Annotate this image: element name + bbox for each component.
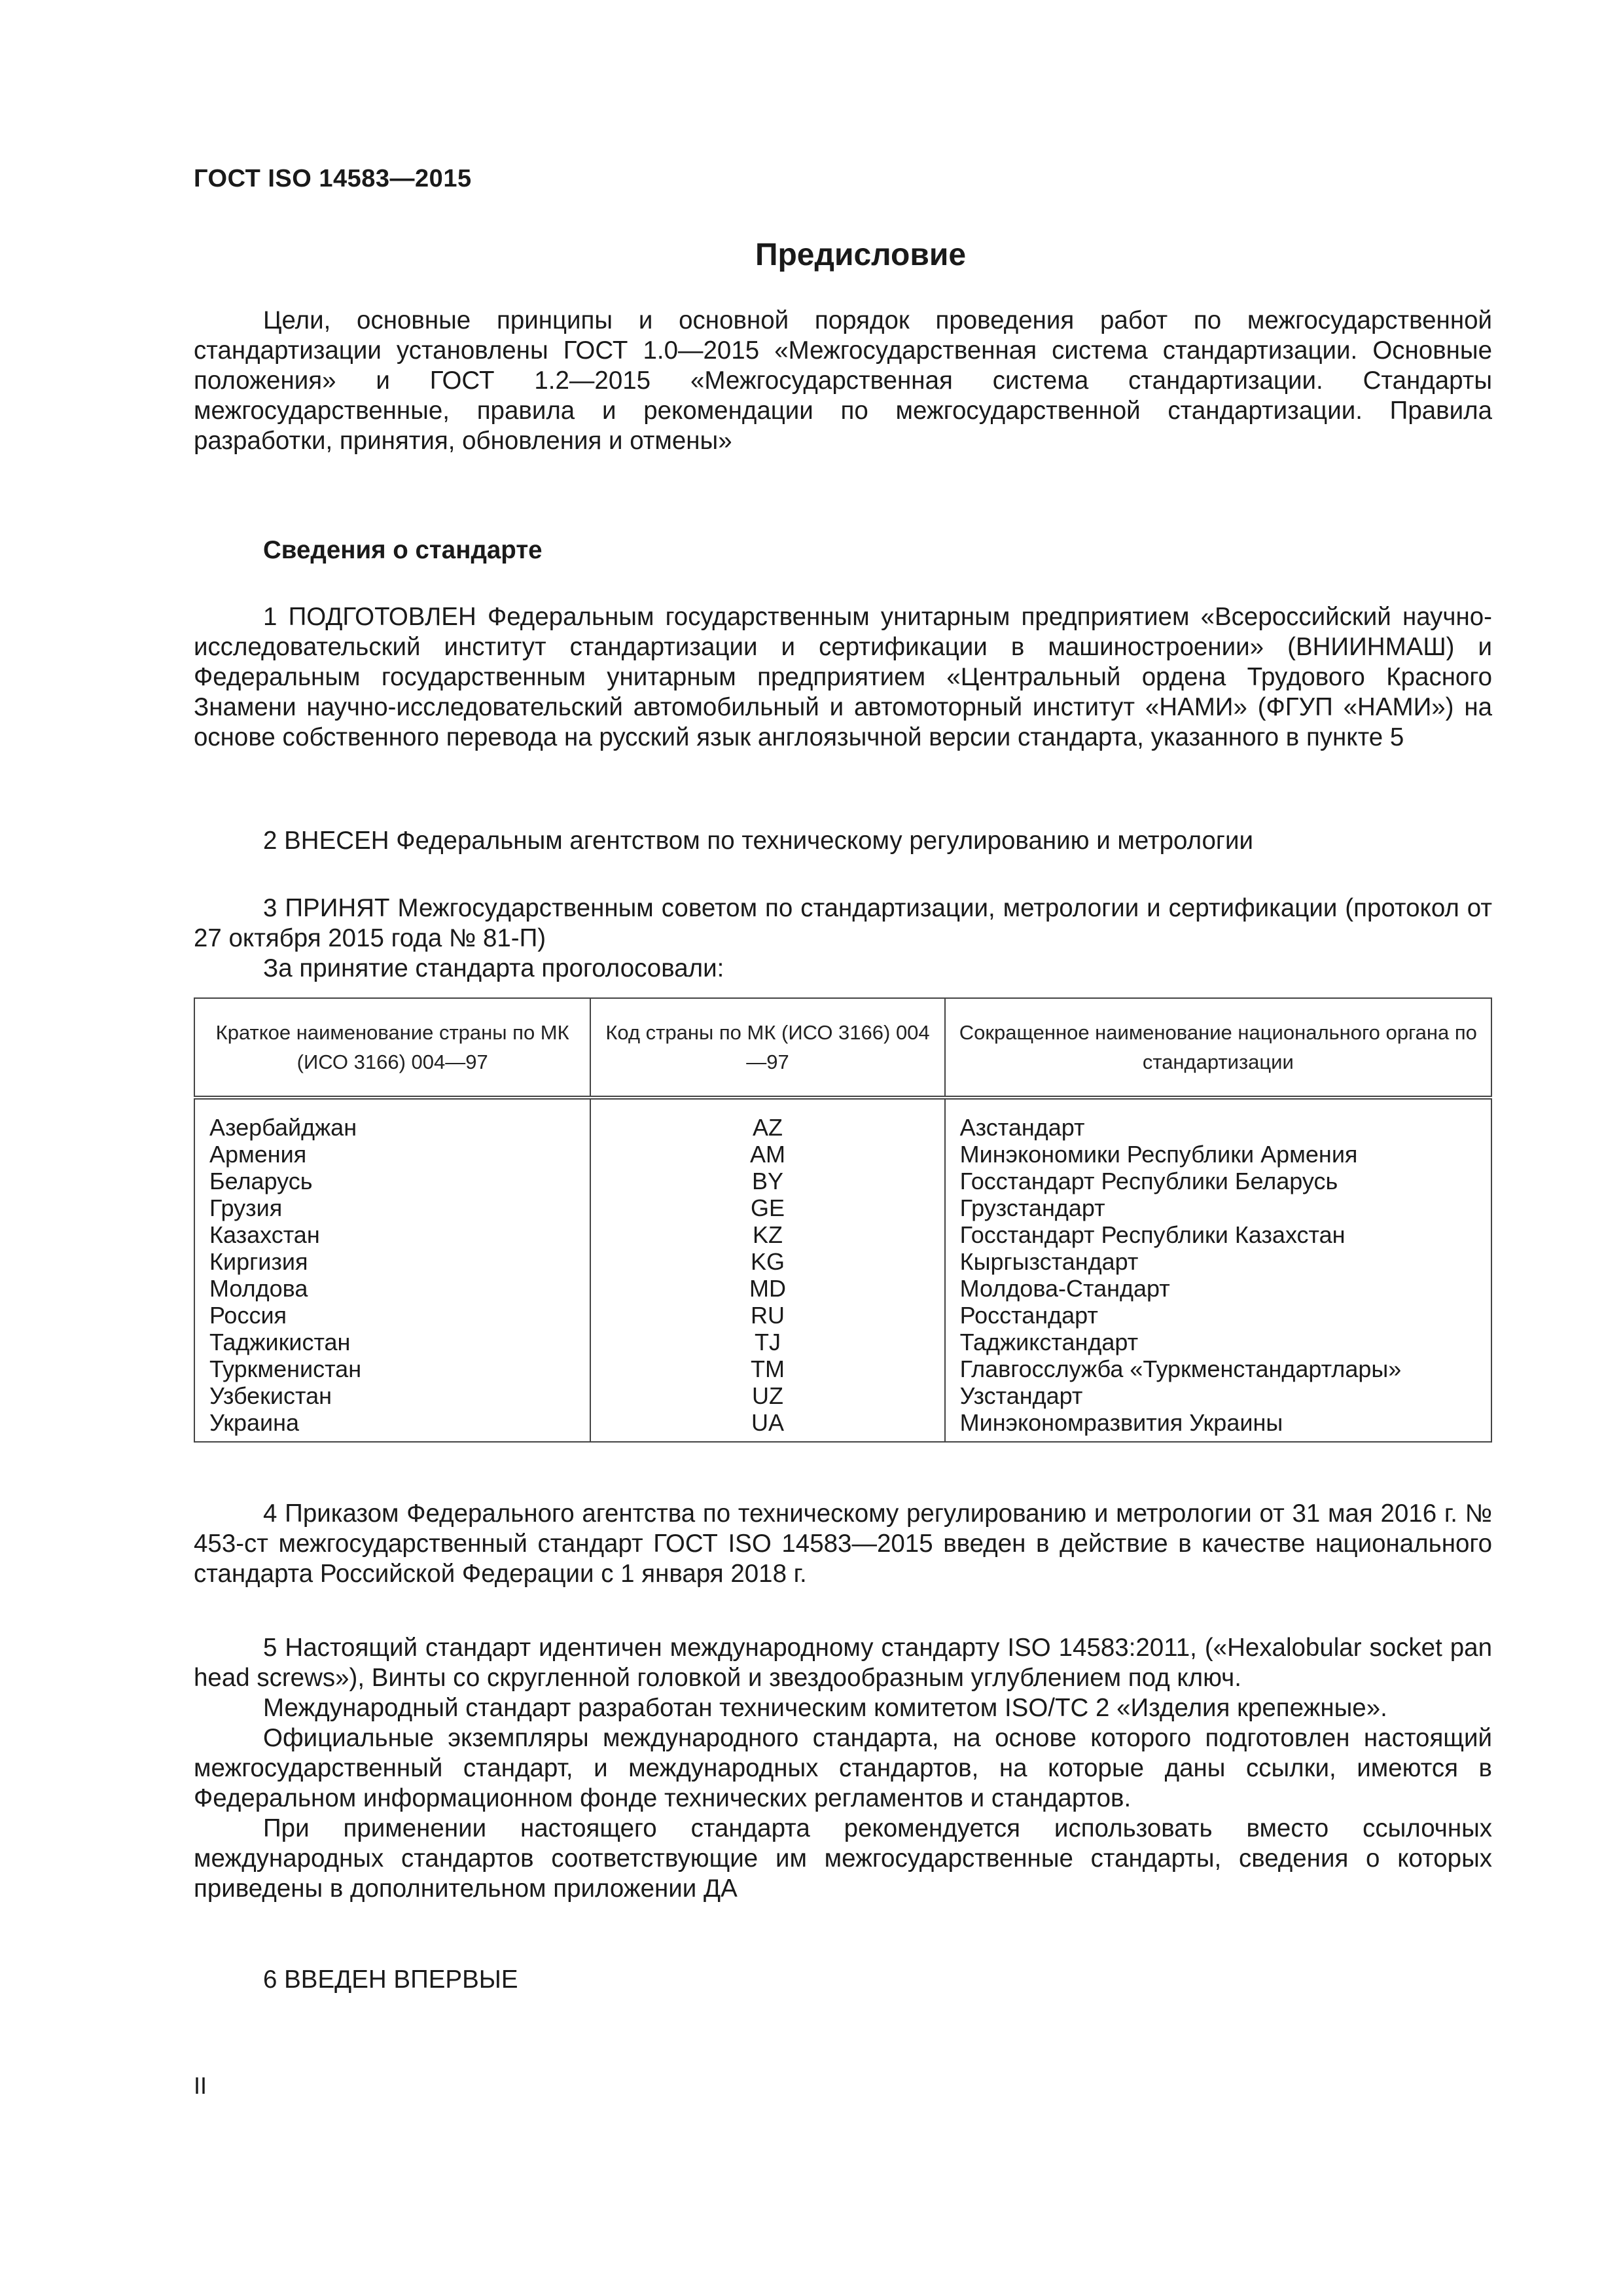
item-5-application: При применении настоящего стандарта рекомендуется использовать вместо ссылочных международных стандартов соответствующие им межгосударственные стандарты, сведения о которых приведены в дополнительном приложении ДА xyxy=(194,1814,1492,1903)
cell-body: Минэкономразвития Украины xyxy=(945,1409,1491,1442)
table-row xyxy=(194,1355,1491,1382)
page-title: Предисловие xyxy=(755,238,967,272)
document-header: ГОСТ ISO 14583—2015 xyxy=(194,165,472,192)
cell-code: AZ xyxy=(590,1098,944,1141)
item-2-introduced: 2 ВНЕСЕН Федеральным агентством по техническому регулированию и метрологии xyxy=(263,827,1253,855)
cell-code: UZ xyxy=(590,1382,944,1409)
table-row xyxy=(194,1329,1491,1355)
cell-code: RU xyxy=(590,1302,944,1329)
cell-country: Беларусь xyxy=(194,1168,590,1194)
table-row xyxy=(194,1382,1491,1409)
table-row xyxy=(194,1248,1491,1275)
cell-country: Россия xyxy=(194,1302,590,1329)
item-6-block xyxy=(194,1965,1492,1995)
cell-code: MD xyxy=(590,1275,944,1302)
cell-body: Азстандарт xyxy=(945,1098,1491,1141)
header-body: Сокращенное наименование национального органа по стандартизации xyxy=(945,998,1491,1098)
cell-body: Таджикстандарт xyxy=(945,1329,1491,1355)
item-3-block xyxy=(194,893,1492,984)
header-code: Код страны по МК (ИСО 3166) 004—97 xyxy=(590,998,944,1098)
item-3-adopted: 3 ПРИНЯТ Межгосударственным советом по стандартизации, метрологии и сертификации (протокол от 27 октября 2015 года № 81-П) xyxy=(194,894,1492,952)
table-header-row xyxy=(194,998,1491,1098)
cell-body: Молдова-Стандарт xyxy=(945,1275,1491,1302)
cell-country: Армения xyxy=(194,1141,590,1168)
item-4-block xyxy=(194,1499,1492,1589)
cell-country: Киргизия xyxy=(194,1248,590,1275)
cell-code: BY xyxy=(590,1168,944,1194)
cell-body: Госстандарт Республики Беларусь xyxy=(945,1168,1491,1194)
item-6-first-introduced: 6 ВВЕДЕН ВПЕРВЫЕ xyxy=(263,1965,518,1994)
table-row xyxy=(194,1302,1491,1329)
table-row xyxy=(194,1409,1491,1442)
cell-country: Казахстан xyxy=(194,1221,590,1248)
cell-country: Украина xyxy=(194,1409,590,1442)
table-row xyxy=(194,1168,1491,1194)
cell-code: TM xyxy=(590,1355,944,1382)
cell-code: KZ xyxy=(590,1221,944,1248)
cell-country: Молдова xyxy=(194,1275,590,1302)
cell-body: Росстандарт xyxy=(945,1302,1491,1329)
cell-code: AM xyxy=(590,1141,944,1168)
cell-body: Главгосслужба «Туркменстандартлары» xyxy=(945,1355,1491,1382)
item-5-committee: Международный стандарт разработан техническим комитетом ISO/TC 2 «Изделия крепежные». xyxy=(263,1694,1387,1722)
item-3-vote-label: За принятие стандарта проголосовали: xyxy=(263,954,724,982)
intro-block xyxy=(194,306,1492,456)
cell-body: Грузстандарт xyxy=(945,1194,1491,1221)
page-number: II xyxy=(194,2072,207,2099)
cell-country: Азербайджан xyxy=(194,1098,590,1141)
cell-code: KG xyxy=(590,1248,944,1275)
table-row xyxy=(194,1275,1491,1302)
cell-country: Таджикистан xyxy=(194,1329,590,1355)
item-1-prepared: 1 ПОДГОТОВЛЕН Федеральным государственным унитарным предприятием «Всероссийский научно-исследовательский институт стандартизации и сертификации в машиностроении» (ВНИИНМАШ) и Федеральным государственным унитарным предприятием «Центральный ордена Трудового Красного Знамени научно-исследовательский автомобильный и автомоторный институт «НАМИ» (ФГУП «НАМИ») на основе собственного перевода на русский язык англоязычной версии стандарта, указанного в пункте 5 xyxy=(194,603,1492,751)
section-heading: Сведения о стандарте xyxy=(263,536,543,564)
item-1-block xyxy=(194,602,1492,753)
cell-code: GE xyxy=(590,1194,944,1221)
item-5-block xyxy=(194,1633,1492,1904)
section-heading-block xyxy=(194,535,1492,565)
cell-body: Узстандарт xyxy=(945,1382,1491,1409)
intro-paragraph: Цели, основные принципы и основной порядок проведения работ по межгосударственной стандартизации установлены ГОСТ 1.0—2015 «Межгосударственная система стандартизации. Основные положения» и ГОСТ 1.2—2015 «Межгосударственная система стандартизации. Стандарты межгосударственные, правила и рекомендации по межгосударственной стандартизации. Правила разработки, принятия, обновления и отмены» xyxy=(194,306,1492,455)
cell-body: Кыргызстандарт xyxy=(945,1248,1491,1275)
header-country: Краткое наименование страны по МК (ИСО 3166) 004—97 xyxy=(194,998,590,1098)
item-5-official-copies: Официальные экземпляры международного стандарта, на основе которого подготовлен настоящий межгосударственный стандарт, и международных стандартов, на которые даны ссылки, имеются в Федеральном информационном фонде технических регламентов и стандартов. xyxy=(194,1724,1492,1812)
cell-code: UA xyxy=(590,1409,944,1442)
cell-country: Грузия xyxy=(194,1194,590,1221)
cell-code: TJ xyxy=(590,1329,944,1355)
cell-body: Госстандарт Республики Казахстан xyxy=(945,1221,1491,1248)
table-row xyxy=(194,1141,1491,1168)
item-5-identical: 5 Настоящий стандарт идентичен международному стандарту ISO 14583:2011, («Hexalobular socket pan head screws»), Винты со скругленной головкой и звездообразным углублением под ключ. xyxy=(194,1634,1492,1692)
table-body xyxy=(194,1098,1491,1442)
member-countries-table xyxy=(194,997,1492,1443)
item-2-block xyxy=(194,826,1492,856)
table-row xyxy=(194,1221,1491,1248)
table-row xyxy=(194,1194,1491,1221)
cell-country: Узбекистан xyxy=(194,1382,590,1409)
table-row xyxy=(194,1098,1491,1141)
item-4-order: 4 Приказом Федерального агентства по техническому регулированию и метрологии от 31 мая 2016 г. № 453-ст межгосударственный стандарт ГОСТ ISO 14583—2015 введен в действие в качестве национального стандарта Российской Федерации с 1 января 2018 г. xyxy=(194,1499,1492,1588)
cell-body: Минэкономики Республики Армения xyxy=(945,1141,1491,1168)
cell-country: Туркменистан xyxy=(194,1355,590,1382)
